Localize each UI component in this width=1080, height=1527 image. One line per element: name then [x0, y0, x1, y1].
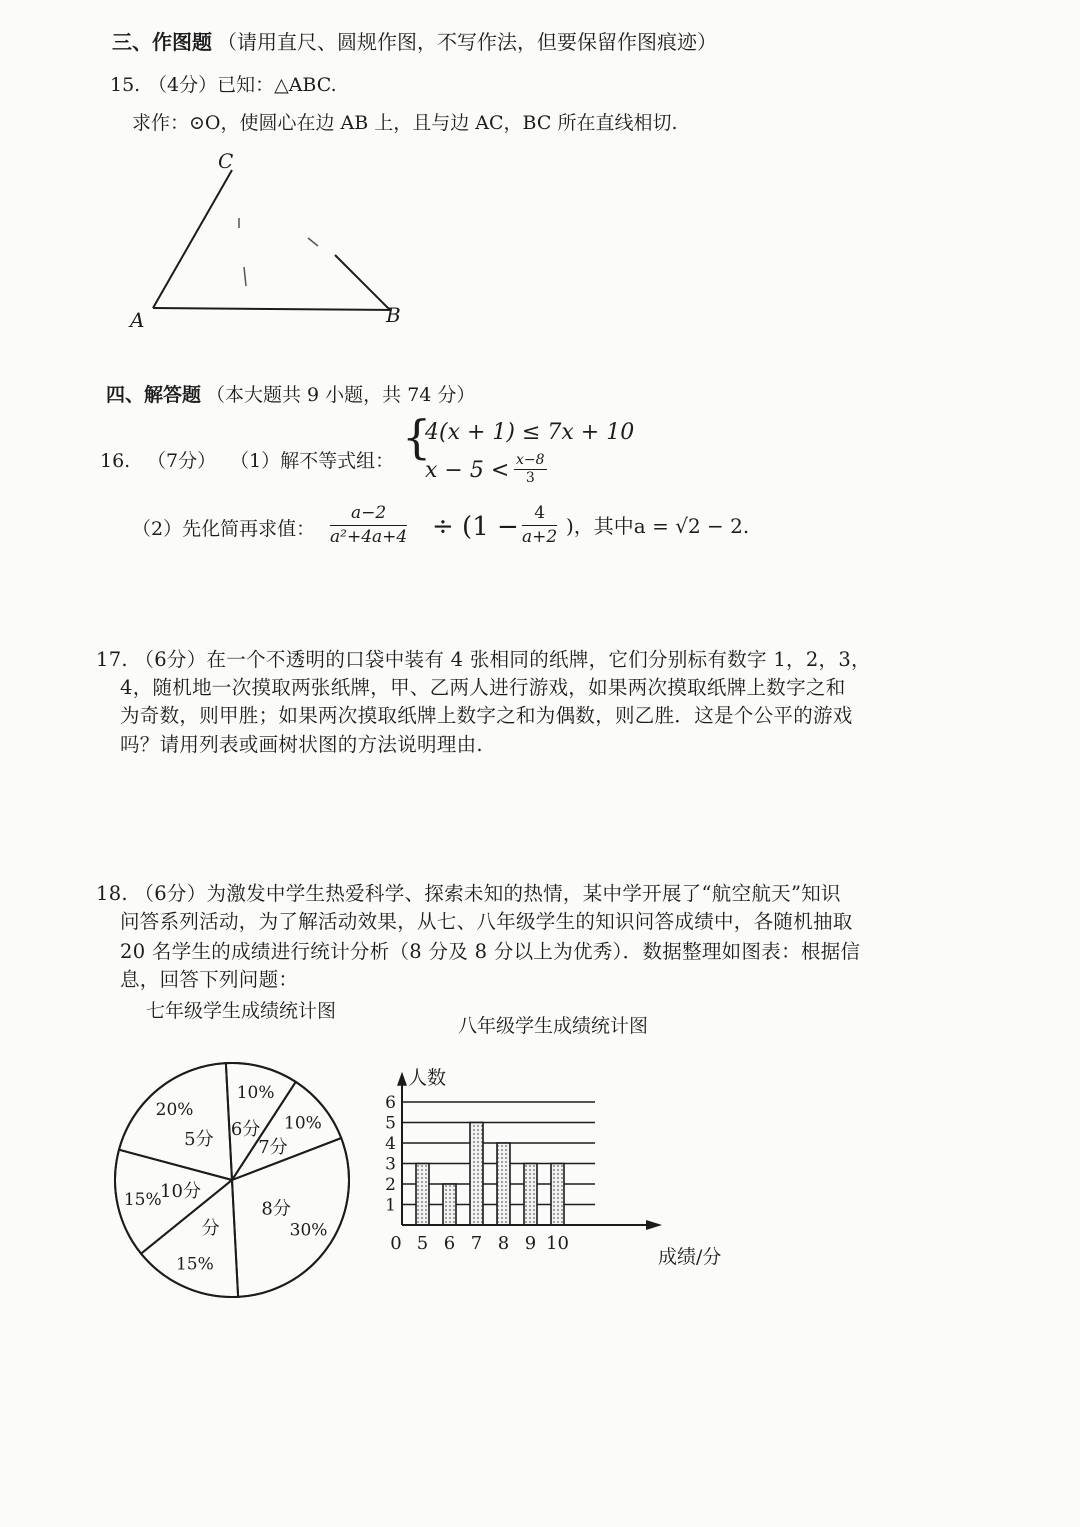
q17-line-3: 为奇数，则甲胜；如果两次摸取纸牌上数字之和为偶数，则乙胜．这是个公平的游戏: [120, 704, 853, 727]
pie-slice-percent: 10%: [236, 1082, 275, 1103]
y-tick-label: 2: [385, 1175, 396, 1195]
expression-fraction-2: [522, 502, 557, 549]
origin-label: 0: [390, 1233, 402, 1254]
pie-slice-percent: 10%: [284, 1113, 322, 1134]
construction-mark: [244, 267, 246, 286]
q18-line-2: 问答系列活动，为了解活动效果，从七、八年级学生的知识问答成绩中，各随机抽取: [120, 910, 853, 933]
q16-number: 16.: [100, 450, 131, 472]
pie-slice-percent: 15%: [175, 1254, 214, 1275]
x-tick-label: 9: [524, 1233, 537, 1254]
inequality-1: 4(x + 1) ≤ 7x + 10: [425, 420, 635, 445]
section3-note: （请用直尺、圆规作图，不写作法，但要保留作图痕迹）: [217, 30, 717, 54]
fraction-numerator: 4: [522, 502, 557, 526]
fraction-numerator: a−2: [330, 502, 407, 526]
fraction-denominator: a²+4a+4: [330, 526, 408, 547]
fraction-denominator: a+2: [522, 526, 558, 547]
x-tick-label: 5: [416, 1233, 429, 1254]
pie-slice-label: 10分: [160, 1180, 201, 1202]
y-axis-label: 人数: [408, 1066, 447, 1089]
system-brace: {: [402, 410, 432, 464]
side-ab: [153, 308, 390, 310]
expression-tail: )，其中a = √2 − 2.: [566, 514, 750, 538]
divide-expression: ÷ (1 −: [432, 512, 519, 542]
pie-slice-percent: 15%: [123, 1189, 162, 1210]
y-axis-arrow: [397, 1072, 407, 1086]
bar: [416, 1164, 429, 1226]
q17-line-1: 17. （6分）在一个不透明的口袋中装有 4 张相同的纸牌，它们分别标有数字 1，2，3，: [96, 648, 871, 671]
pie-slice: [119, 1063, 232, 1180]
construction-mark: [308, 238, 318, 246]
side-bc: [335, 255, 390, 310]
q16-score: （7分）: [147, 450, 217, 472]
pie-chart-title: 七年级学生成绩统计图: [146, 1000, 337, 1022]
q15-task: 求作：⊙O，使圆心在边 AB 上，且与边 AC，BC 所在直线相切.: [132, 112, 678, 134]
pie-chart: [110, 1045, 370, 1315]
vertex-a-label: A: [130, 308, 145, 332]
pie-slice-percent: 30%: [289, 1220, 328, 1241]
expression-fraction-1: [330, 502, 407, 549]
x-tick-label: 10: [546, 1233, 569, 1254]
y-tick-label: 6: [385, 1093, 396, 1113]
pie-slice-label: 7分: [258, 1136, 288, 1158]
pie-slice-percent: 20%: [155, 1100, 194, 1121]
q15-given: （4分）已知：△ABC.: [148, 74, 337, 96]
fraction-numerator: x−8: [516, 452, 545, 468]
fraction-denominator: 3: [525, 469, 535, 486]
q18-line-4: 息，回答下列问题：: [120, 968, 299, 991]
inequality-2-fraction: [514, 452, 547, 487]
bar: [470, 1123, 483, 1226]
q15-number: 15.: [110, 74, 141, 96]
inequality-2-left: x − 5 <: [425, 458, 510, 483]
vertex-c-label: C: [218, 149, 234, 173]
bar: [551, 1164, 564, 1226]
y-tick-label: 5: [385, 1113, 396, 1134]
pie-slice-label: 6分: [230, 1119, 261, 1141]
bar: [443, 1184, 456, 1225]
x-tick-label: 8: [497, 1233, 510, 1254]
pie-slice-label: 5分: [184, 1129, 214, 1151]
q16-part2: （2）先化简再求值：: [132, 518, 316, 540]
section3-title: 三、作图题: [112, 30, 212, 54]
q18-line-3: 20 名学生的成绩进行统计分析（8 分及 8 分以上为优秀）．数据整理如图表：根据信: [120, 940, 861, 963]
bar-chart: [380, 1040, 750, 1275]
y-tick-label: 1: [385, 1195, 396, 1216]
bar-chart-title: 八年级学生成绩统计图: [458, 1015, 649, 1037]
y-tick-label: 3: [385, 1154, 396, 1175]
q18-line-1: 18. （6分）为激发中学生热爱科学、探索未知的热情，某中学开展了“航空航天”知识: [96, 882, 841, 905]
bar: [497, 1143, 510, 1225]
triangle-figure: [120, 140, 420, 340]
q17-line-2: 4，随机地一次摸取两张纸牌，甲、乙两人进行游戏，如果两次摸取纸牌上数字之和: [120, 676, 846, 699]
x-axis-arrow: [646, 1220, 662, 1230]
pie-slice-label: 分: [201, 1218, 220, 1240]
q17-line-4: 吗？请用列表或画树状图的方法说明理由.: [120, 733, 483, 756]
x-tick-label: 6: [443, 1233, 456, 1254]
x-axis-label: 成绩/分: [658, 1246, 722, 1268]
q16-part1: （1）解不等式组：: [230, 450, 395, 472]
side-ac: [153, 170, 232, 308]
pie-slice-label: 8分: [261, 1198, 291, 1220]
x-tick-label: 7: [470, 1233, 483, 1254]
bar: [524, 1164, 537, 1226]
y-tick-label: 4: [385, 1134, 396, 1154]
section4-note: （本大题共 9 小题，共 74 分）: [206, 384, 476, 406]
vertex-b-label: B: [386, 303, 401, 327]
section4-title: 四、解答题: [106, 384, 202, 406]
